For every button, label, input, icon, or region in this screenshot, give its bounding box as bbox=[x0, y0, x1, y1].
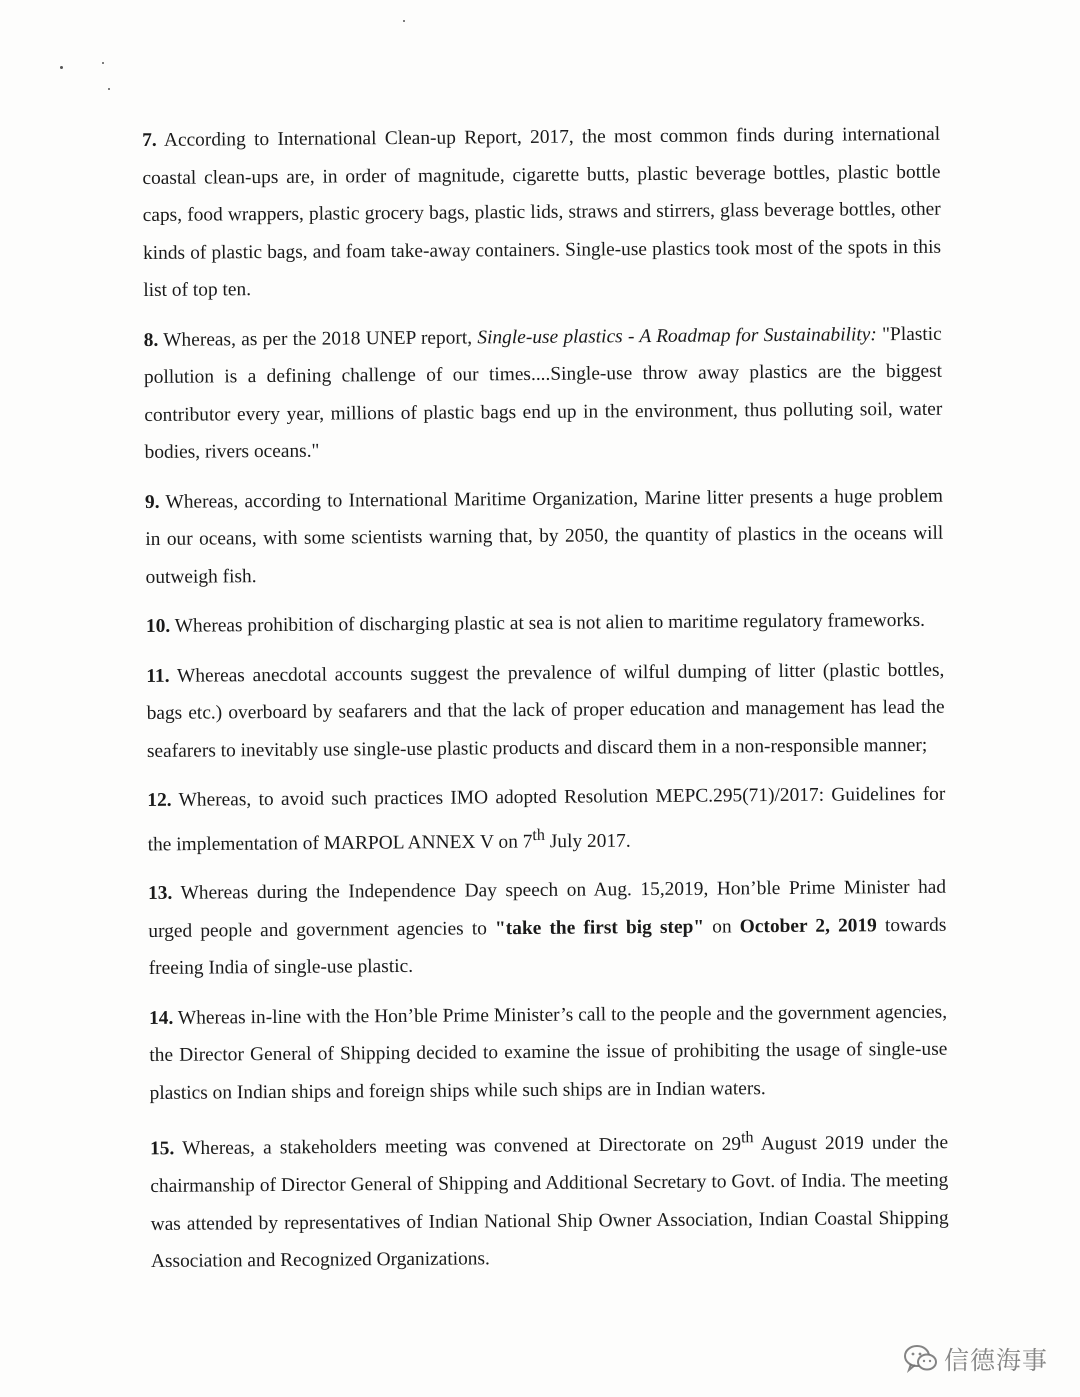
paragraph-text: Whereas, according to International Maritime Organization, Marine litter presents a huge problem in our oceans, with some scientists warning that, by 2050, the quantity of plastics in the oceans will outweigh fish. bbox=[145, 485, 944, 588]
paragraph-text: Whereas prohibition of discharging plastic at sea is not alien to maritime regulatory frameworks. bbox=[174, 609, 926, 637]
paragraph-quote: "Plastic pollution is a defining challenge of our times....Single-use throw away plastics are the biggest contributor every year, millions of plastic bags end up in the environment, thus polluting soil, water bodies, rivers oceans." bbox=[143, 323, 943, 463]
paragraph-12 bbox=[147, 776, 946, 864]
paragraph-7 bbox=[142, 116, 941, 310]
paragraph-number: 14. bbox=[148, 1007, 174, 1029]
paragraph-text-end: August 2019 under the chairmanship of Director General of Shipping and Additional Secretary to Govt. of India. The meeting was attended by representatives of Indian National Ship Owner Association, Indian Coastal Shipping Association and Recognized Organizations. bbox=[150, 1132, 949, 1273]
emphasis-quote: "take the first big step" bbox=[494, 916, 705, 940]
scan-speck bbox=[108, 88, 110, 90]
ordinal-suffix: th bbox=[740, 1129, 754, 1147]
paragraph-8 bbox=[144, 315, 943, 471]
paragraph-11 bbox=[146, 651, 945, 770]
emphasis-date: October 2, 2019 bbox=[739, 915, 877, 938]
paragraph-text: Whereas, a stakeholders meeting was convened at Directorate on 29 bbox=[182, 1134, 742, 1160]
watermark-text: 信德海事 bbox=[943, 1346, 1048, 1375]
scan-speck bbox=[60, 66, 63, 69]
paragraph-number: 13. bbox=[147, 883, 173, 905]
scan-speck bbox=[102, 62, 104, 64]
paragraph-number: 12. bbox=[147, 789, 172, 811]
ordinal-suffix: th bbox=[532, 826, 546, 844]
paragraph-text: Whereas during the Independence Day speech on Aug. 15,2019, Hon’ble Prime Minister had urged people and government agencies to bbox=[148, 877, 947, 942]
watermark bbox=[904, 1341, 1048, 1377]
paragraph-15 bbox=[150, 1118, 949, 1281]
paragraph-text-mid: on bbox=[704, 916, 740, 938]
paragraph-number: 8. bbox=[143, 329, 159, 351]
paragraph-text: Whereas in-line with the Hon’ble Prime Minister’s call to the people and the government agencies, the Director General of Shipping decided to examine the issue of prohibiting the usage of single-use plastics on Indian ships and foreign ships while such ships are in Indian waters. bbox=[149, 1001, 948, 1104]
wechat-icon bbox=[904, 1344, 938, 1374]
paragraph-text: According to International Clean-up Report, 2017, the most common finds during international coastal clean-ups are, in order of magnitude, cigarette butts, plastic beverage bottles, plastic bottle caps, food wrappers, plastic grocery bags, plastic lids, straws and stirrers, glass beverage bottles, other kinds of plastic bags, and foam take-away containers. Single-use plastics took most of the spots in this list of top ten. bbox=[142, 123, 942, 301]
paragraph-14 bbox=[149, 994, 948, 1113]
paragraph-number: 9. bbox=[144, 491, 160, 513]
scan-speck bbox=[403, 20, 405, 22]
paragraph-number: 11. bbox=[146, 665, 170, 687]
paragraph-number: 10. bbox=[145, 615, 171, 637]
paragraph-text-end: towards freeing India of single-use plastic. bbox=[148, 914, 947, 980]
paragraph-9 bbox=[145, 477, 944, 596]
paragraph-text: Whereas, as per the 2018 UNEP report, bbox=[163, 326, 478, 351]
paragraph-number: 15. bbox=[149, 1138, 175, 1160]
report-title: Single-use plastics - A Roadmap for Sustainability: bbox=[477, 323, 877, 348]
paragraph-10 bbox=[146, 602, 944, 646]
paragraph-text-end: July 2017. bbox=[544, 830, 631, 852]
paragraph-number: 7. bbox=[142, 129, 157, 151]
paragraph-text: Whereas, to avoid such practices IMO adopted Resolution MEPC.295(71)/2017: Guidelines for the implementation of MARPOL ANNEX V on 7 bbox=[147, 783, 946, 855]
paragraph-13 bbox=[148, 869, 947, 988]
paragraph-text: Whereas anecdotal accounts suggest the prevalence of wilful dumping of litter (plastic bottles, bags etc.) overboard by seafarers and that the lack of proper education and management has lead the seafarers to inevitably use single-use plastic products and discard them in a non-responsible manner; bbox=[146, 659, 945, 762]
document-body bbox=[142, 116, 949, 1293]
